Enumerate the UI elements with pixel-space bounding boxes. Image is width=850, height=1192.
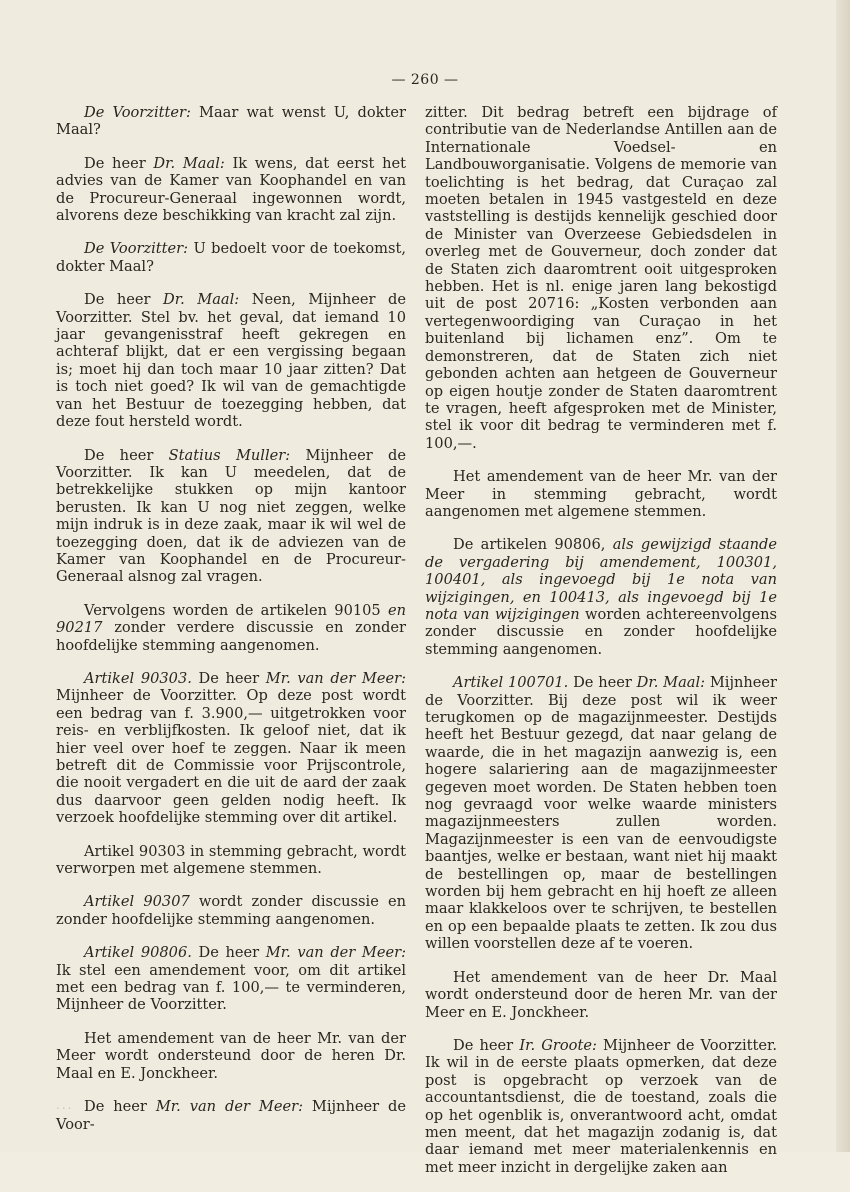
paragraph: De Voorzitter: Maar wat wenst U, dokter Maal?: [56, 104, 407, 139]
paragraph: Artikel 90307 wordt zonder discussie en zonder hoofdelijke stemming aangenomen.: [56, 893, 406, 928]
paragraph: Het amendement van de heer Dr. Maal wordt ondersteund door de heren Mr. van der Meer en E. Jonckheer.: [425, 968, 777, 1021]
paragraph: De heer Ir. Groote: Mijnheer de Voorzitter. Ik wil in de eerste plaats opmerken, dat deze post is opgebracht op verzoek van de accountantsdienst, die de toestand, zoals die op het ogenblik is, onverantwoord acht, omdat men meent, dat het magazijn zodanig is, dat daar iemand met meer materialenkennis en met meer inzicht in dergelijke zaken aan: [425, 1036, 777, 1176]
page-number: — 260 —: [391, 72, 459, 88]
page-edge: [836, 0, 850, 1152]
paragraph: Het amendement van de heer Mr. van der Meer in stemming gebracht, wordt aangenomen met algemene stemmen.: [425, 468, 777, 520]
faint-footer-text: ...: [56, 1098, 74, 1112]
paragraph: Vervolgens worden de artikelen 90105 en 90217 zonder verdere discussie en zonder hoofdelijke stemming aangenomen.: [56, 601, 406, 654]
paragraph: Het amendement van de heer Mr. van der Meer wordt ondersteund door de heren Dr. Maal en E. Jonckheer.: [56, 1029, 406, 1082]
paragraph: De heer Dr. Maal: Ik wens, dat eerst het advies van de Kamer van Koophandel en van de Procureur-Generaal ingewonnen wordt, alvorens deze beschikking van kracht zal zijn.: [56, 154, 407, 225]
paragraph: De Voorzitter: U bedoelt voor de toekomst, dokter Maal?: [56, 240, 406, 275]
paragraph: Artikel 100701. De heer Dr. Maal: Mijnheer de Voorzitter. Bij deze post wil ik weer terugkomen op de magazijnmeester. Destijds heeft het Bestuur gezegd, dat naar gelang de waarde, die in het magazijn aanwezig is, een hogere salariering aan de magazijnmeester gegeven moet worden. De Staten hebben toen nog gevraagd voor welke waarde ministers magazijnmeesters zullen worden. Magazijnmeester is een van de eenvoudigste baantjes, welke er bestaan, want niet hij maakt de bestellingen op, maar de bestellingen worden bij hem gebracht en hij hoeft ze alleen maar klakkeloos over te schrijven, te bestellen en op een bepaalde plaats te zetten. Ik zou dus willen voorstellen deze af te voeren.: [425, 674, 778, 953]
paragraph: De heer Dr. Maal: Neen, Mijnheer de Voorzitter. Stel bv. het geval, dat iemand 10 jaar gevangenisstraf heeft gekregen en achteraf blijkt, dat er een vergissing begaan is; moet hij dan toch maar 10 jaar zitten? Dat is toch niet goed? Ik wil van de gemachtigde van het Bestuur de toezegging hebben, dat deze fout hersteld wordt.: [56, 291, 407, 431]
paragraph: zitter. Dit bedrag betreft een bijdrage of contributie van de Nederlandse Antillen aan de Internationale Voedsel- en Landbouworganisatie. Volgens de memorie van toelichting is het bedrag, dat Curaçao zal moeten betalen in 1945 vastgesteld en deze vaststelling is destijds kennelijk geschied door de Minister van Overzeese Gebiedsdelen in overleg met de Gouverneur, doch zonder dat de Staten zich daaromtrent ooit uitgesproken hebben. Het is nl. enige jaren lang bekostigd uit de post 20716: „Kosten verbonden aan vertegenwoordiging van Curaçao in het buitenland bij lichamen enz”. Om te demonstreren, dat de Staten zich niet gebonden achten aan hetgeen de Gouverneur op eigen houtje zonder de Staten daaromtrent te vragen, heeft afgesproken met de Minister, stel ik voor dit bedrag te verminderen met f. 100,—.: [425, 104, 777, 452]
paragraph: Artikel 90303. De heer Mr. van der Meer: Mijnheer de Voorzitter. Op deze post wordt een bedrag van f. 3.900,— uitgetrokken voor reis- en verblijfkosten. Ik geloof niet, dat ik hier veel over hoef te zeggen. Naar ik meen betreft dit de Commissie voor Prijscontrole, die nooit vergadert en die uit de aard der zaak dus daarvoor geen gelden nodig heeft. Ik verzoek hoofdelijke stemming over dit artikel.: [56, 669, 407, 827]
paragraph: Artikel 90303 in stemming gebracht, wordt verworpen met algemene stemmen.: [56, 842, 406, 878]
paragraph: Artikel 90806. De heer Mr. van der Meer: Ik stel een amendement voor, om dit artikel met een bedrag van f. 100,— te verminderen, Mijnheer de Voorzitter.: [56, 944, 407, 1014]
paragraph: De heer Statius Muller: Mijnheer de Voorzitter. Ik kan U meedelen, dat de betrekkelijke stukken op mijn kantoor berusten. Ik kan U nog niet zeggen, welke mijn indruk is in deze zaak, maar ik wil wel de toezegging doen, dat ik de adviezen van de Kamer van Koophandel en de Procureur-Generaal alsnog zal vragen.: [56, 446, 406, 586]
right-column: [425, 104, 777, 1192]
paragraph: De artikelen 90806, als gewijzigd staande de vergadering bij amendement, 100301, 100401, als ingevoegd bij 1e nota van wijzigingen, en 100413, als ingevoegd bij 1e nota van wijzigingen worden achtereenvolgens zonder discussie en zonder hoofdelijke stemming aangenomen.: [425, 536, 777, 658]
paragraph: De heer Mr. van der Meer: Mijnheer de Voor-: [56, 1098, 406, 1133]
left-column: [56, 104, 406, 1149]
